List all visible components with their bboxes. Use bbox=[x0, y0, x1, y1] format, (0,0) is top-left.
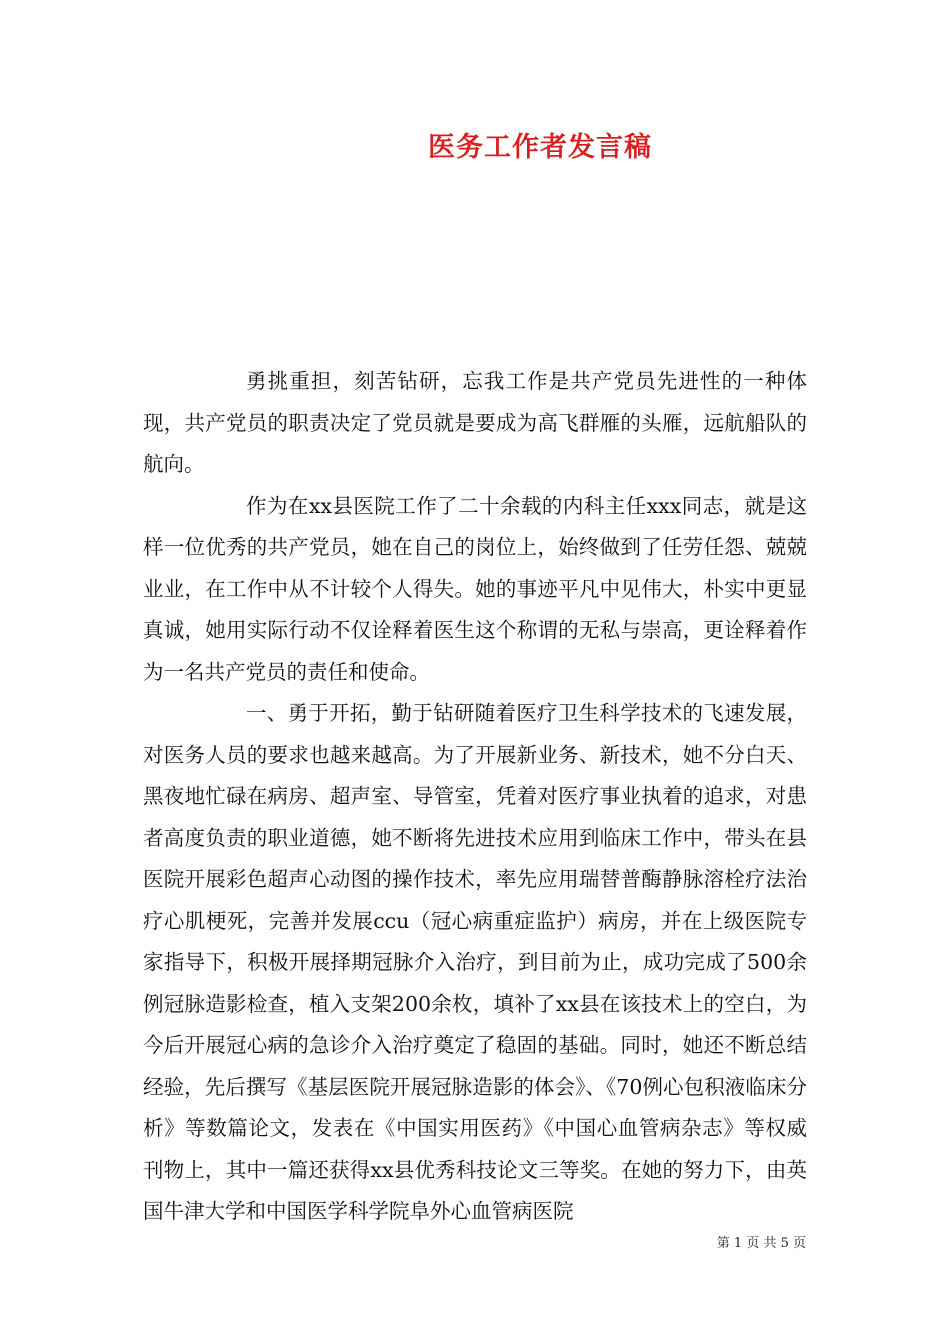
page-number-footer: 第 1 页 共 5 页 bbox=[716, 1236, 806, 1251]
paragraph-1: 勇挑重担，刻苦钻研，忘我工作是共产党员先进性的一种体现，共产党员的职责决定了党员就是要成为高飞群雁的头雁，远航船队的航向。 bbox=[143, 369, 807, 476]
document-title: 医务工作者发言稿 bbox=[428, 132, 652, 163]
document-body bbox=[143, 361, 807, 1233]
paragraph-3: 一、勇于开拓，勤于钻研随着医疗卫生科学技术的飞速发展，对医务人员的要求也越来越高。为了开展新业务、新技术，她不分白天、黑夜地忙碌在病房、超声室、导管室，凭着对医疗事业执着的追求，对患者高度负责的职业道德，她不断将先进技术应用到临床工作中，带头在县医院开展彩色超声心动图的操作技术，率先应用瑞替普酶静脉溶栓疗法治疗心肌梗死，完善并发展ccu（冠心病重症监护）病房，并在上级医院专家指导下，积极开展择期冠脉介入治疗，到目前为止，成功完成了500余例冠脉造影检查，植入支架200余枚，填补了xx县在该技术上的空白，为今后开展冠心病的急诊介入治疗奠定了稳固的基础。同时，她还不断总结经验，先后撰写《基层医院开展冠脉造影的体会》、《70例心包积液临床分析》等数篇论文，发表在《中国实用医药》《中国心血管病杂志》等权威刊物上，其中一篇还获得xx县优秀科技论文三等奖。在她的努力下，由英国牛津大学和中国医学科学院阜外心血管病医院 bbox=[143, 701, 807, 1223]
paragraph-2: 作为在xx县医院工作了二十余载的内科主任xxx同志，就是这样一位优秀的共产党员，她在自己的岗位上，始终做到了任劳任怨、兢兢业业，在工作中从不计较个人得失。她的事迹平凡中见伟大，朴实中更显真诚，她用实际行动不仅诠释着医生这个称谓的无私与崇高，更诠释着作为一名共产党员的责任和使命。 bbox=[143, 493, 807, 684]
